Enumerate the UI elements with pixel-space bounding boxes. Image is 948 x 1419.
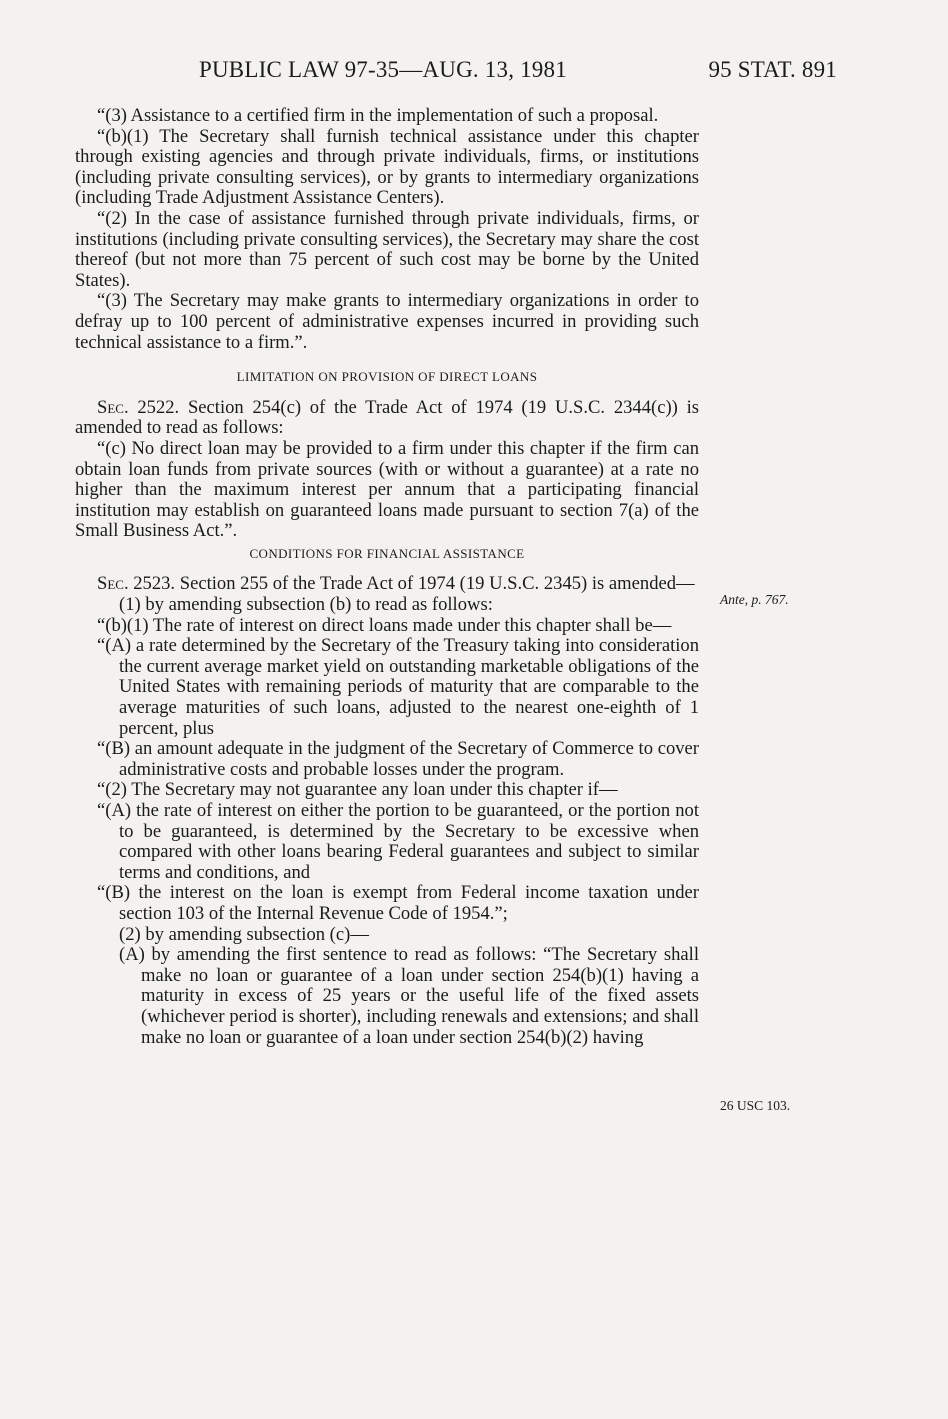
paragraph: “(B) the interest on the loan is exempt from Federal income taxation under section 103 of the Internal Revenue Code of 1954.”; [97,882,699,924]
section-heading: LIMITATION ON PROVISION OF DIRECT LOANS [236,369,538,385]
paragraph: “(2) The Secretary may not guarantee any loan under this chapter if— [97,779,618,801]
section-text: Section 254(c) of the Trade Act of 1974 (19 U.S.C. 2344(c)) is amended to read as follows: [75,396,699,439]
section-2523 [75,574,699,595]
paragraph: (A) by amending the first sentence to read as follows: “The Secretary shall make no loan or guarantee of a loan under section 254(b)(1) having a maturity in excess of 25 years or the useful life of the fixed assets (whichever period is shorter), including renewals and extensions; and shall make no loan or guarantee of a loan under section 254(b)(2) having [119,944,699,1048]
margin-note-ante [720,592,789,608]
paragraph: “(A) the rate of interest on either the portion to be guaranteed, or the portion not to be guaranteed, is determined by the Secretary to be excessive when compared with other loans bearing Federal guarantees and subject to similar terms and conditions, and [97,800,699,883]
paragraph: “(2) In the case of assistance furnished through private individuals, firms, or institutions (including private consulting services), the Secretary may share the cost thereof (but not more than 75 percent of such cost may be borne by the United States). [75,207,699,291]
law-citation: PUBLIC LAW 97-35—AUG. 13, 1981 [199,57,567,82]
paragraph: “(A) a rate determined by the Secretary of the Treasury taking into consideration the current average market yield on outstanding marketable obligations of the United States with remaining periods of maturity that are comparable to the average maturities of such loans, adjusted to the nearest one-eighth of 1 percent, plus [97,635,699,739]
section-text: Section 255 of the Trade Act of 1974 (19 U.S.C. 2345) is amended— [175,573,695,595]
statute-body [75,106,699,1048]
paragraph: “(B) an amount adequate in the judgment of the Secretary of Commerce to cover administrative costs and probable losses under the program. [97,738,699,780]
paragraph: “(b)(1) The Secretary shall furnish technical assistance under this chapter through existing agencies and through private individuals, firms, or institutions (including private consulting services), or by grants to intermediary organizations (including Trade Adjustment Assistance Centers). [75,125,699,209]
paragraph: “(3) Assistance to a certified firm in the implementation of such a proposal. [97,105,659,126]
margin-note-usc: 26 USC 103. [720,1098,791,1113]
paragraph: “(b)(1) The rate of interest on direct loans made under this chapter shall be— [97,614,672,636]
paragraph: (1) by amending subsection (b) to read as follows: [119,594,493,616]
section-label: Sec. 2523. [97,573,176,595]
section-heading: CONDITIONS FOR FINANCIAL ASSISTANCE [249,545,525,561]
statute-page: 95 STAT. 891 [708,57,837,82]
section-label: Sec. 2522. [97,396,180,418]
margin-note-text: Ante, p. 767. [720,592,789,607]
paragraph: (2) by amending subsection (c)— [119,923,369,945]
paragraph: “(3) The Secretary may make grants to intermediary organizations in order to defray up to 100 percent of administrative expenses incurred in providing such technical assistance to a firm.”. [75,290,699,353]
section-2522 [75,398,699,439]
page-header [75,57,837,87]
paragraph: “(c) No direct loan may be provided to a firm under this chapter if the firm can obtain loan funds from private sources (with or without a guarantee) at a rate no higher than the maximum interest per annum that a participating financial institution may establish on guaranteed loans made pursuant to section 7(a) of the Small Business Act.”. [75,437,699,542]
